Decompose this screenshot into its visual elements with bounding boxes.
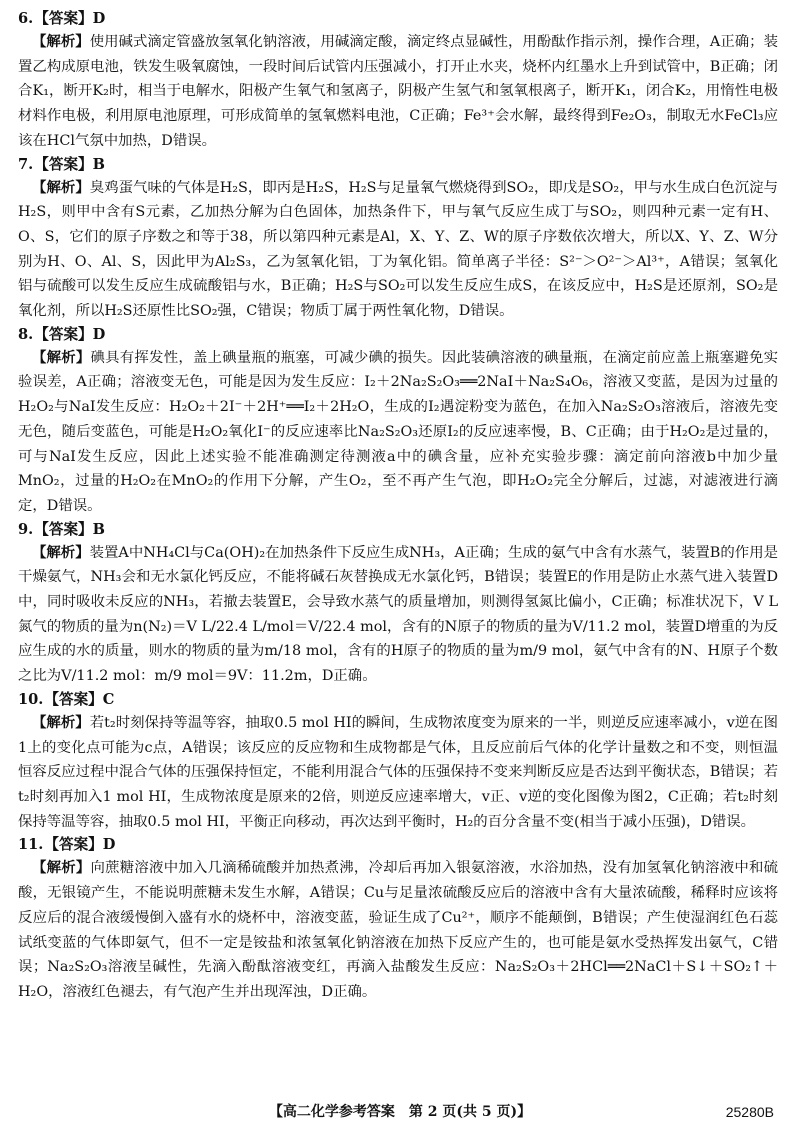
analysis-label: 【解析】: [32, 859, 91, 877]
analysis-text: 碘具有挥发性，盖上碘量瓶的瓶塞，可减少碘的损失。因此装碘溶液的碘量瓶，在滴定前应盖上瓶塞避免实验误差，A正确；溶液变无色，可能是因为发生反应：I₂＋2Na₂S₂O₃══2NaI＋Na₂S₄O₆，溶液又变蓝，是因为过量的H₂O₂与NaI发生反应：H₂O₂＋2I⁻＋2H⁺══I₂＋2H₂O，生成的I₂遇淀粉变为蓝色，在加入Na₂S₂O₃溶液后，溶液先变无色，随后变蓝色，可能是H₂O₂氧化I⁻的反应速率比Na₂S₂O₃还原I₂的反应速率慢，B、C正确；由于H₂O₂是过量的，可与NaI发生反应，因此上述实验不能准确测定待测液a中的碘含量，应补充实验步骤：滴定前向溶液b中加少量MnO₂，过量的H₂O₂在MnO₂的作用下分解，产生O₂，至不再产生气泡，即H₂O₂完全分解后，过滤，对滤液进行滴定，D错误。: [18, 349, 778, 514]
analysis-label: 【解析】: [32, 33, 90, 50]
question-number: 7.: [18, 155, 34, 173]
answer-line: [18, 689, 778, 711]
answer-label: 【答案】: [34, 325, 93, 343]
analysis-label: 【解析】: [32, 178, 90, 196]
question-10: [18, 689, 778, 835]
analysis-text: 若t₂时刻保持等温等容，抽取0.5 mol HI的瞬间，生成物浓度变为原来的一半，则逆反应速率减小，v逆在图1上的变化点可能为c点，A错误；该反应的反应物和生成物都是气体，且反应前后气体的化学计量数之和不变，则恒温恒容反应过程中混合气体的压强保持恒定，不能利用混合气体的压强保持不变来判断反应是否达到平衡状态，B错误；若t₂时刻再加入1 mol HI，生成物浓度是原来的2倍，则逆反应速率增大，v正、v逆的变化图像为图2，C正确；若t₂时刻保持等温等容，抽取0.5 mol HI，平衡正向移动，再次达到平衡时，H₂的百分含量不变(相当于减小压强)，D错误。: [18, 714, 778, 830]
answer-line: [18, 324, 778, 346]
question-number: 10.: [18, 690, 44, 708]
footer-code: 25280B: [725, 1104, 774, 1120]
answer-label: 【答案】: [34, 10, 93, 27]
answer-choice: B: [92, 520, 105, 538]
analysis-text: 使用碱式滴定管盛放氢氧化钠溶液，用碱滴定酸，滴定终点显碱性，用酚酞作指示剂，操作合理，A正确；装置乙构成原电池，铁发生吸氧腐蚀，一段时间后试管内压强减小，打开止水夹，烧杯内红墨水上升到试管中，B正确；闭合K₁，断开K₂时，相当于电解水，阳极产生氧气和氢离子，阴极产生氢气和氢氧根离子，断开K₁，闭合K₂，用惰性电极材料作电极，利用原电池原理，可形成简单的氢氧燃料电池，C正确；Fe³⁺会水解，最终得到Fe₂O₃，制取无水FeCl₃应该在HCl气氛中加热，D错误。: [18, 34, 778, 149]
question-number: 9.: [18, 520, 34, 538]
question-9: [18, 519, 778, 689]
analysis-paragraph: [18, 856, 778, 1004]
page-footer: [0, 1102, 800, 1122]
question-7: [18, 154, 778, 324]
answer-line: [18, 519, 778, 541]
question-number: 8.: [18, 325, 34, 343]
answer-choice: C: [102, 690, 115, 708]
analysis-paragraph: [18, 541, 778, 689]
answer-line: [18, 154, 778, 176]
answer-choice: D: [92, 10, 106, 27]
answer-choice: B: [92, 155, 105, 173]
answer-choice: D: [92, 325, 106, 343]
analysis-paragraph: [18, 176, 778, 324]
question-8: [18, 324, 778, 519]
answer-label: 【答案】: [44, 690, 103, 708]
analysis-text: 向蔗糖溶液中加入几滴稀硫酸并加热煮沸，冷却后再加入银氨溶液，水浴加热，没有加氢氧化钠溶液中和硫酸，无银镜产生，不能说明蔗糖未发生水解，A错误；Cu与足量浓硫酸反应后的溶液中含有大量浓硫酸，稀释时应该将反应后的混合液缓慢倒入盛有水的烧杯中，溶液变蓝，验证生成了Cu²⁺，顺序不能颠倒，B错误；产生使湿润红色石蕊试纸变蓝的气体即氨气，但不一定是铵盐和浓氢氧化钠溶液在加热下反应产生的，也可能是氨水受热挥发出氨气，C错误；Na₂S₂O₃溶液呈碱性，先滴入酚酞溶液变红，再滴入盐酸发生反应：Na₂S₂O₃＋2HCl══2NaCl＋S↓＋SO₂↑＋H₂O，溶液红色褪去，有气泡产生并出现浑浊，D正确。: [18, 860, 778, 1000]
analysis-label: 【解析】: [32, 713, 90, 731]
answer-choice: D: [102, 836, 116, 854]
analysis-paragraph: [18, 30, 778, 154]
analysis-paragraph: [18, 346, 778, 519]
analysis-text: 装置A中NH₄Cl与Ca(OH)₂在加热条件下反应生成NH₃，A正确；生成的氨气中含有水蒸气，装置B的作用是干燥氨气，NH₃会和无水氯化钙反应，不能将碱石灰替换成无水氯化钙，B错误；装置E的作用是防止水蒸气进入装置D中，同时吸收未反应的NH₃，若撤去装置E，会导致水蒸气的质量增加，则测得氢氮比偏小，C正确；标准状况下，V L氮气的物质的量为n(N₂)＝V L/22.4 L/mol＝V/22.4 mol，含有的N原子的物质的量为V/11.2 mol，装置D增重的为反应生成的水的质量，则水的物质的量为m/18 mol，含有的H原子的物质的量为m/9 mol，氨气中含有的N、H原子个数之比为V/11.2 mol：m/9 mol＝9V：11.2m，D正确。: [18, 544, 778, 685]
answer-line: [18, 8, 778, 30]
answer-label: 【答案】: [34, 155, 93, 173]
analysis-label: 【解析】: [32, 543, 90, 561]
footer-title: 【高二化学参考答案 第 2 页(共 5 页)】: [268, 1104, 532, 1120]
answer-line: [18, 834, 778, 856]
question-number: 6.: [18, 10, 34, 27]
question-number: 11.: [18, 836, 44, 854]
answer-label: 【答案】: [34, 520, 93, 538]
analysis-label: 【解析】: [32, 348, 91, 366]
analysis-paragraph: [18, 711, 778, 835]
question-11: [18, 834, 778, 1004]
analysis-text: 臭鸡蛋气味的气体是H₂S，即丙是H₂S，H₂S与足量氧气燃烧得到SO₂，即戊是SO₂，甲与水生成白色沉淀与H₂S，则甲中含有S元素，乙加热分解为白色固体，加热条件下，甲与氧气反应生成丁与SO₂，则四种元素一定有H、O、S，它们的原子序数之和等于38，所以第四种元素是Al，X、Y、Z、W的原子序数依次增大，所以X、Y、Z、W分别为H、O、Al、S，因此甲为Al₂S₃，乙为氢氧化铝，丁为氧化铝。简单离子半径：S²⁻＞O²⁻＞Al³⁺，A错误；氢氧化铝与硫酸可以发生反应生成硫酸铝与水，B正确；H₂S与SO₂可以发生反应生成S，在该反应中，H₂S是还原剂，SO₂是氧化剂，所以H₂S还原性比SO₂强，C错误；物质丁属于两性氧化物，D错误。: [18, 179, 778, 320]
question-6: [18, 8, 778, 154]
answer-label: 【答案】: [44, 836, 103, 854]
